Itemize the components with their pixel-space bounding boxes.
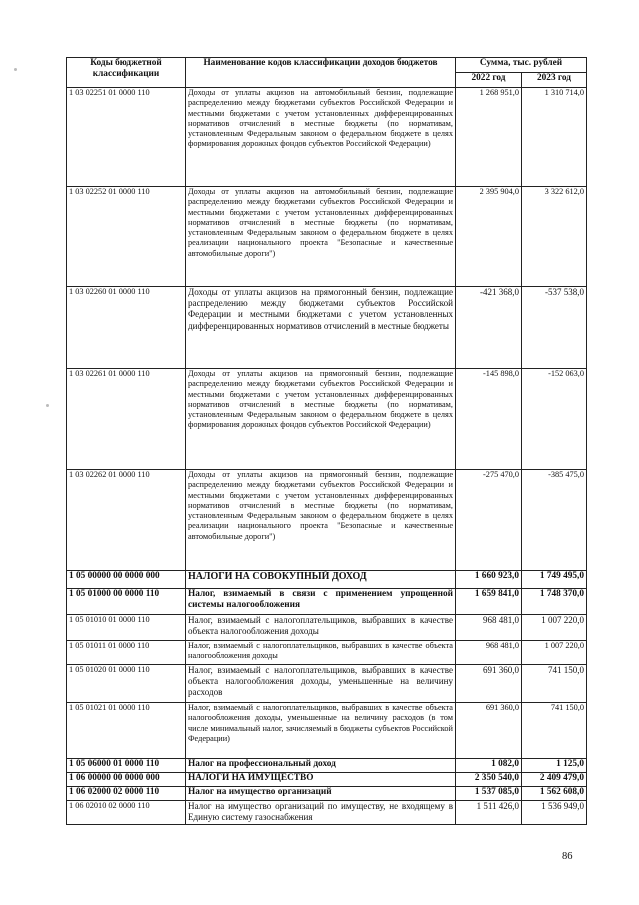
table-row — [67, 615, 587, 641]
row-value-2022: 2 350 540,0 — [456, 773, 522, 787]
row-code: 1 03 02261 01 0000 110 — [67, 369, 186, 470]
table-row — [67, 571, 587, 589]
row-value-2023: -537 538,0 — [522, 287, 587, 369]
row-code: 1 06 02010 02 0000 110 — [67, 801, 186, 825]
row-value-2023: 1 125,0 — [522, 759, 587, 773]
row-name: Налог, взимаемый с налогоплательщиков, выбравших в качестве объекта налогообложения доходы, уменьшенные на величину расходов (в том числе минимальный налог, зачисляемый в бюджеты субъектов Российской Федерации) — [186, 703, 456, 759]
table-row — [67, 759, 587, 773]
row-value-2023: 2 409 479,0 — [522, 773, 587, 787]
row-name: Налог на профессиональный доход — [186, 759, 456, 773]
row-name: Налог на имущество организаций по имуществу, не входящему в Единую систему газоснабжения — [186, 801, 456, 825]
row-value-2023: 1 007 220,0 — [522, 615, 587, 641]
row-value-2022: 1 268 951,0 — [456, 88, 522, 187]
row-value-2022: -275 470,0 — [456, 470, 522, 571]
table-row — [67, 287, 587, 369]
row-code: 1 05 01011 01 0000 110 — [67, 641, 186, 665]
header-sum: Сумма, тыс. рублей — [456, 58, 587, 73]
row-code: 1 05 01021 01 0000 110 — [67, 703, 186, 759]
row-name: Доходы от уплаты акцизов на прямогонный бензин, подлежащие распределению между бюджетами субъектов Российской Федерации и местными бюджетами с учетом установленных дифференцированных нормативов отчислений в местные бюджеты — [186, 287, 456, 369]
row-value-2022: 691 360,0 — [456, 665, 522, 703]
table-row — [67, 801, 587, 825]
row-value-2023: 1 562 608,0 — [522, 787, 587, 801]
row-value-2022: -421 368,0 — [456, 287, 522, 369]
table-row — [67, 589, 587, 615]
row-value-2023: 1 749 495,0 — [522, 571, 587, 589]
row-name: Доходы от уплаты акцизов на прямогонный бензин, подлежащие распределению между бюджетами субъектов Российской Федерации и местными бюджетами с учетом установленных дифференцированных нормативов отчислений в местные бюджеты (по нормативам, установленным Федеральным законом о федеральном бюджете в целях формирования дорожных фондов субъектов Российской Федерации) — [186, 369, 456, 470]
row-name: Налог, взимаемый с налогоплательщиков, выбравших в качестве объекта налогообложения доходы — [186, 641, 456, 665]
row-name: Налог, взимаемый в связи с применением упрощенной системы налогообложения — [186, 589, 456, 615]
table-row — [67, 773, 587, 787]
row-name: Налог на имущество организаций — [186, 787, 456, 801]
row-value-2023: 1 748 370,0 — [522, 589, 587, 615]
table-row — [67, 88, 587, 187]
header-year-2023: 2023 год — [522, 73, 587, 88]
row-value-2023: -152 063,0 — [522, 369, 587, 470]
row-code: 1 06 02000 02 0000 110 — [67, 787, 186, 801]
row-code: 1 03 02260 01 0000 110 — [67, 287, 186, 369]
row-value-2023: 741 150,0 — [522, 703, 587, 759]
row-value-2022: 2 395 904,0 — [456, 187, 522, 287]
row-value-2022: 968 481,0 — [456, 641, 522, 665]
row-value-2022: 1 660 923,0 — [456, 571, 522, 589]
table-row — [67, 641, 587, 665]
table-row — [67, 665, 587, 703]
row-value-2022: 1 659 841,0 — [456, 589, 522, 615]
row-value-2023: -385 475,0 — [522, 470, 587, 571]
budget-income-table — [66, 57, 587, 825]
header-year-2022: 2022 год — [456, 73, 522, 88]
table-row — [67, 187, 587, 287]
row-code: 1 05 01010 01 0000 110 — [67, 615, 186, 641]
header-name: Наименование кодов классификации доходов бюджетов — [186, 58, 456, 88]
row-code: 1 05 01000 00 0000 110 — [67, 589, 186, 615]
row-value-2022: 1 511 426,0 — [456, 801, 522, 825]
table-row — [67, 470, 587, 571]
page-number: 86 — [562, 851, 573, 862]
row-code: 1 03 02252 01 0000 110 — [67, 187, 186, 287]
row-name: Доходы от уплаты акцизов на автомобильный бензин, подлежащие распределению между бюджетами субъектов Российской Федерации и местными бюджетами с учетом установленных дифференцированных нормативов отчислений в местные бюджеты (по нормативам, установленным Федеральным законом о федеральном бюджете в целях реализации национального проекта "Безопасные и качественные автомобильные дороги") — [186, 187, 456, 287]
row-value-2022: 1 537 085,0 — [456, 787, 522, 801]
row-code: 1 06 00000 00 0000 000 — [67, 773, 186, 787]
row-name: Налог, взимаемый с налогоплательщиков, выбравших в качестве объекта налогообложения доходы, уменьшенные на величину расходов — [186, 665, 456, 703]
row-value-2022: 968 481,0 — [456, 615, 522, 641]
row-name: НАЛОГИ НА СОВОКУПНЫЙ ДОХОД — [186, 571, 456, 589]
row-value-2022: -145 898,0 — [456, 369, 522, 470]
row-value-2023: 3 322 612,0 — [522, 187, 587, 287]
row-name: Налог, взимаемый с налогоплательщиков, выбравших в качестве объекта налогообложения доходы — [186, 615, 456, 641]
table-row — [67, 369, 587, 470]
row-value-2022: 691 360,0 — [456, 703, 522, 759]
table-row — [67, 703, 587, 759]
table-row — [67, 787, 587, 801]
scan-dot — [46, 404, 49, 407]
row-code: 1 05 06000 01 0000 110 — [67, 759, 186, 773]
row-value-2022: 1 082,0 — [456, 759, 522, 773]
row-name: Доходы от уплаты акцизов на прямогонный бензин, подлежащие распределению между бюджетами субъектов Российской Федерации и местными бюджетами с учетом установленных дифференцированных нормативов отчислений в местные бюджеты (по нормативам, установленным Федеральным законом о федеральном бюджете в целях реализации национального проекта "Безопасные и качественные автомобильные дороги") — [186, 470, 456, 571]
header-codes: Коды бюджетной классификации — [67, 58, 186, 88]
row-value-2023: 1 310 714,0 — [522, 88, 587, 187]
row-code: 1 03 02262 01 0000 110 — [67, 470, 186, 571]
row-value-2023: 741 150,0 — [522, 665, 587, 703]
row-value-2023: 1 007 220,0 — [522, 641, 587, 665]
row-name: Доходы от уплаты акцизов на автомобильный бензин, подлежащие распределению между бюджетами субъектов Российской Федерации и местными бюджетами с учетом установленных дифференцированных нормативов отчислений в местные бюджеты (по нормативам, установленным Федеральным законом о федеральном бюджете в целях формирования дорожных фондов субъектов Российской Федерации) — [186, 88, 456, 187]
row-name: НАЛОГИ НА ИМУЩЕСТВО — [186, 773, 456, 787]
row-value-2023: 1 536 949,0 — [522, 801, 587, 825]
scan-dot — [14, 68, 17, 71]
row-code: 1 03 02251 01 0000 110 — [67, 88, 186, 187]
row-code: 1 05 01020 01 0000 110 — [67, 665, 186, 703]
row-code: 1 05 00000 00 0000 000 — [67, 571, 186, 589]
